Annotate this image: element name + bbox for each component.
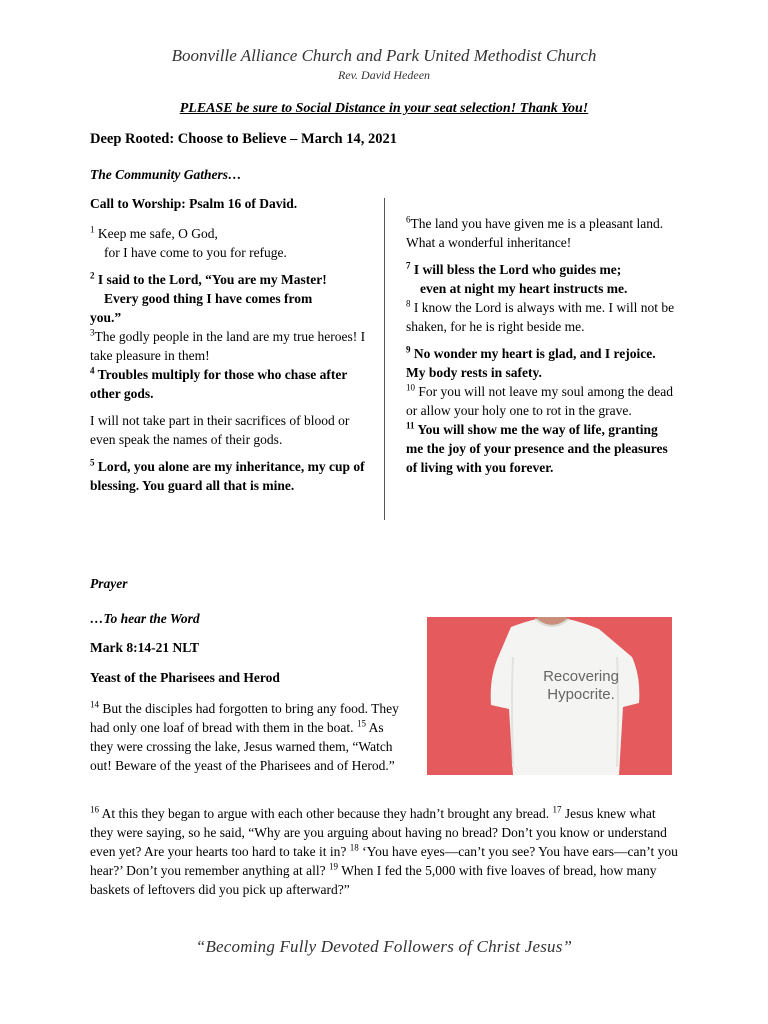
service-title: Deep Rooted: Choose to Believe – March 14, 2021 (90, 131, 397, 147)
psalm-verse-4: $^4$ Troubles multiply for those who chase after other gods. (90, 365, 348, 401)
column-divider (384, 198, 385, 520)
psalm-verse-2-line3: you.” (90, 310, 122, 325)
footer-motto: “Becoming Fully Devoted Followers of Christ Jesus” (195, 937, 573, 956)
psalm-verse-2: $^2$ I said to the Lord, “You are my Master! (90, 270, 327, 287)
psalm-right-column (406, 214, 676, 485)
tshirt-illustration (427, 617, 672, 775)
psalm-verse-11: $^{11}$ You will show me the way of life, granting me the joy of your presence and the pleasures of living with you forever. (406, 420, 668, 475)
scripture-reference: Mark 8:14-21 NLT (90, 640, 200, 655)
psalm-verse-1-cont: for I have come to you for refuge. (104, 245, 287, 260)
psalm-verse-9: $^9$ No wonder my heart is glad, and I rejoice. My body rests in safety. (406, 344, 656, 380)
social-distance-notice: PLEASE be sure to Social Distance in your seat selection! Thank You! (179, 101, 589, 116)
church-name: Boonville Alliance Church and Park United Methodist Church (171, 46, 597, 65)
pastor-name: Rev. David Hedeen (337, 68, 431, 82)
call-to-worship-heading: Call to Worship: Psalm 16 of David. (90, 196, 298, 211)
psalm-verse-7-line2: even at night my heart instructs me. (420, 281, 628, 296)
mark-passage-part2: $^{16}$ At this they began to argue with each other because they hadn’t brought any bread. $^{17}$ Jesus knew what they were saying, so he said, “Why are you arguing about having no bread? Don’t you know or understand even yet? Are your hearts too hard to take it in? $^{18}$ ‘You have eyes—can’t you see? You have ears—can’t you hear?’ Don’t you remember anything at all? $^{19}$ When I fed the 5,000 with five loaves of bread, how many baskets of leftovers did you pick up afterward?” (90, 804, 678, 897)
psalm-verse-6: $^6$The land you have given me is a pleasant land. What a wonderful inheritance! (406, 214, 664, 250)
psalm-verse-1: $^1$ Keep me safe, O God, (90, 224, 218, 241)
psalm-verse-2-line2: Every good thing I have comes from (104, 291, 313, 306)
psalm-verse-7: $^7$ I will bless the Lord who guides me; (406, 260, 622, 277)
psalm-verse-4b: I will not take part in their sacrifices of blood or even speak the names of their gods. (90, 413, 350, 447)
recovering-hypocrite-photo (427, 617, 672, 775)
community-gathers-heading: The Community Gathers… (90, 167, 242, 182)
psalm-verse-3: $^3$The godly people in the land are my true heroes! I take pleasure in them! (90, 327, 366, 363)
prayer-heading: Prayer (90, 576, 128, 591)
scripture-title: Yeast of the Pharisees and Herod (90, 670, 280, 685)
psalm-verse-8: $^8$ I know the Lord is always with me. I will not be shaken, for he is right beside me. (406, 298, 675, 334)
mark-passage-part1: $^{14}$ But the disciples had forgotten to bring any food. They had only one loaf of bread with them in the boat. $^{15}$ As they were crossing the lake, Jesus warned them, “Watch out! Beware of the yeast of the Pharisees and of Herod.” (90, 699, 399, 773)
shirt-text-line1: Recovering (543, 668, 619, 685)
psalm-verse-5: $^5$ Lord, you alone are my inheritance, my cup of blessing. You guard all that is mine. (90, 457, 365, 493)
shirt-text-line2: Hypocrite. (547, 686, 615, 703)
psalm-verse-10: $^{10}$ For you will not leave my soul among the dead or allow your holy one to rot in the grave. (406, 382, 673, 418)
psalm-left-column (90, 224, 370, 503)
hear-word-heading: …To hear the Word (90, 611, 200, 626)
